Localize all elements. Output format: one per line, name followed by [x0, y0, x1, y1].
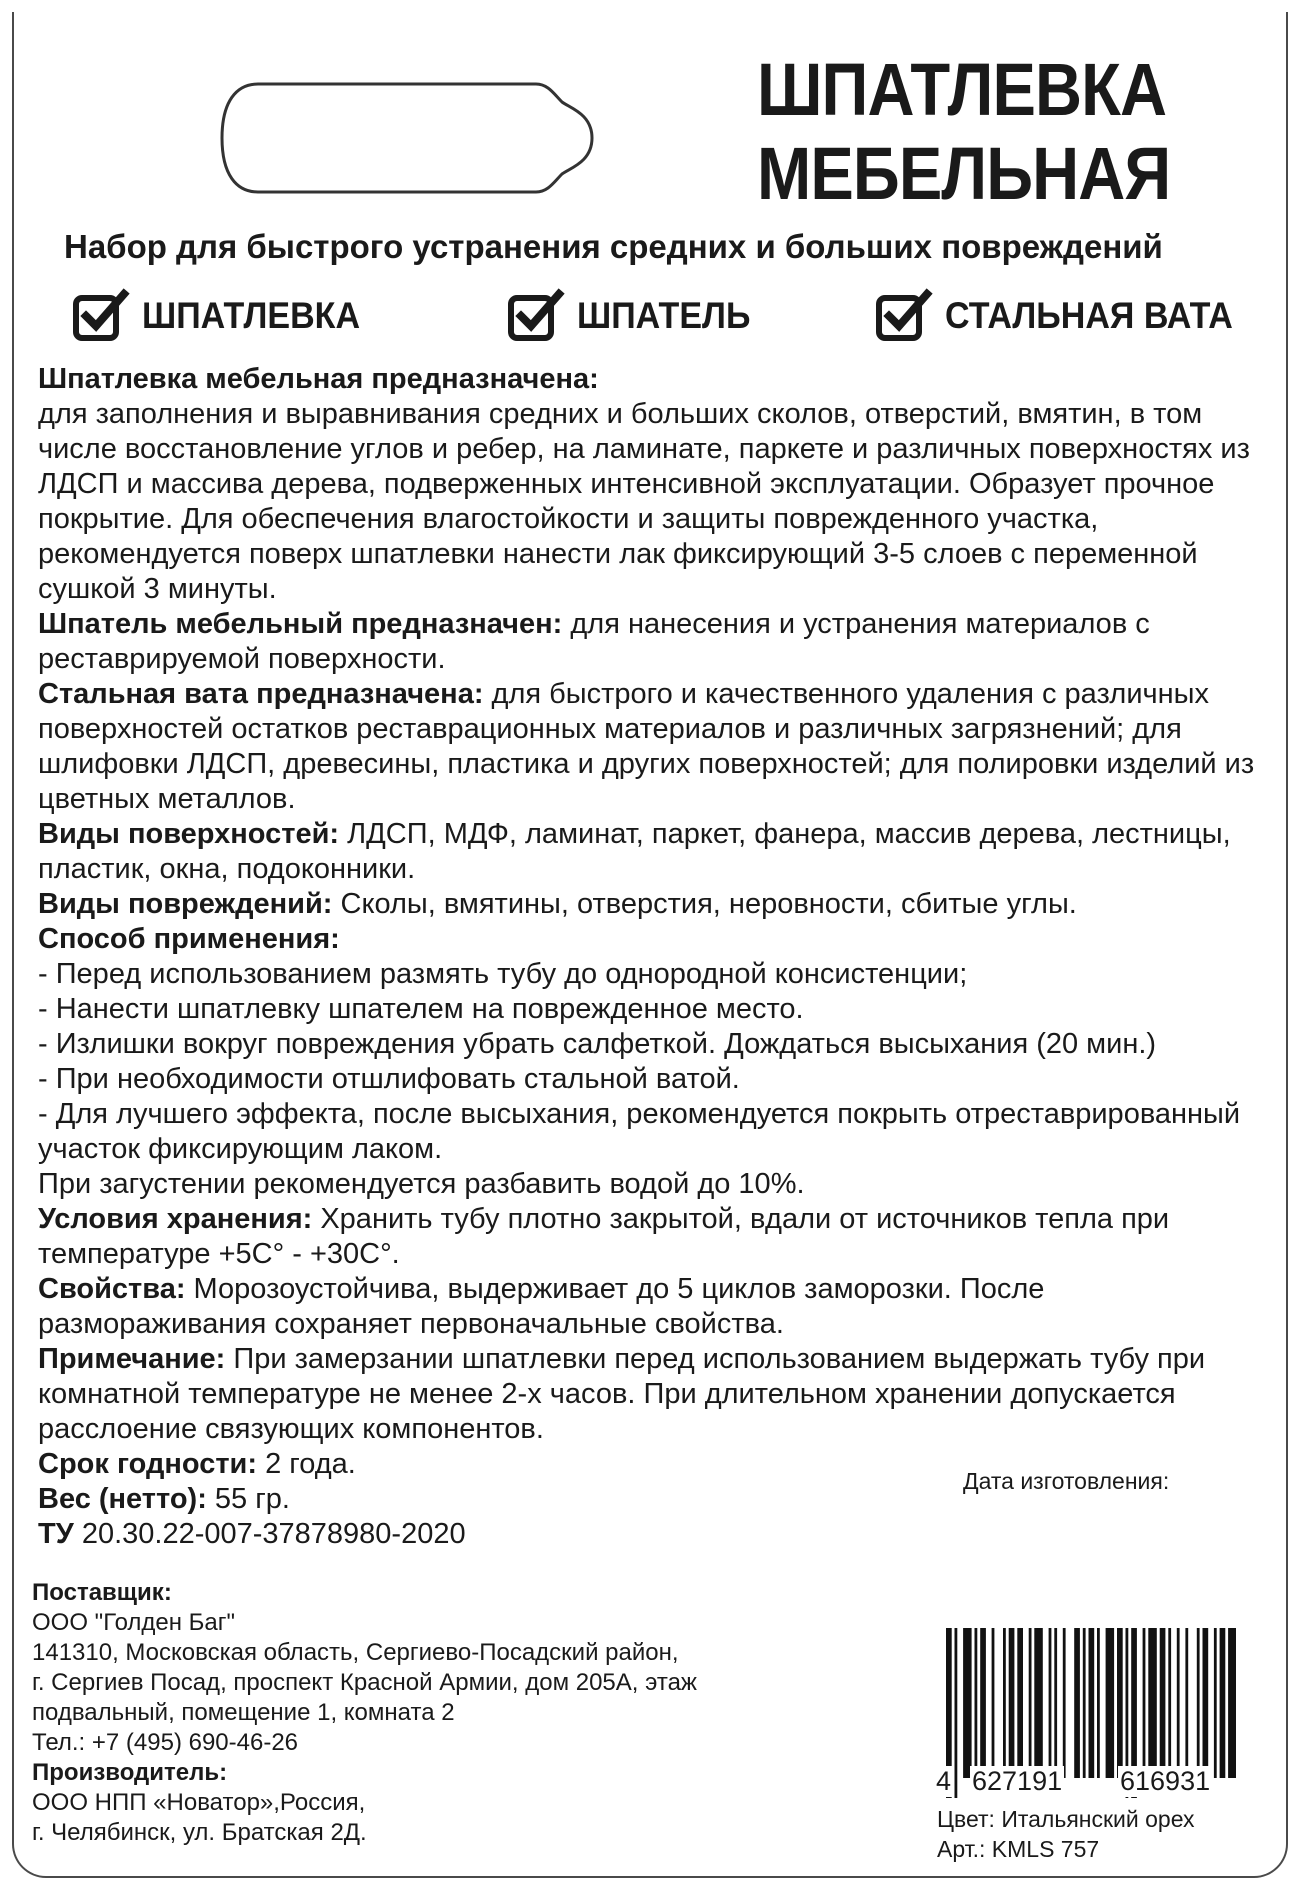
barcode-bar: [1168, 1628, 1171, 1778]
barcode-bar: [980, 1628, 986, 1778]
barcode-bar: [1143, 1628, 1146, 1778]
kit-item-spatula: [507, 288, 766, 344]
barcode-digits-left: 627191: [972, 1766, 1063, 1796]
usage-step: - Для лучшего эффекта, после высыхания, рекомендуется покрыть отреставрированный участок фиксирующим лаком.: [38, 1098, 1241, 1165]
barcode-bar: [1160, 1628, 1166, 1778]
barcode-bar: [955, 1628, 958, 1798]
checkbox-checked-icon: [507, 288, 565, 344]
section-heading: Условия хранения:: [38, 1203, 313, 1235]
section-text: При замерзании шпатлевки перед использованием выдержать тубу при комнатной температуре не менее 2-х часов. При длительном хранении допускается расслоение связующих компонентов.: [38, 1343, 1206, 1445]
product-subtitle: Набор для быстрого устранения средних и больших повреждений: [64, 228, 1163, 265]
product-title: [757, 48, 1179, 216]
barcode-bar: [1074, 1628, 1080, 1778]
barcode-bar: [1117, 1628, 1123, 1778]
kit-item-steel-wool: [875, 288, 1258, 344]
section-properties: [38, 1272, 1278, 1342]
barcode-digits-right: 616931: [1120, 1766, 1211, 1796]
section-heading: Примечание:: [38, 1343, 226, 1375]
supplier-heading: Поставщик:: [32, 1579, 172, 1606]
barcode-bar: [1214, 1628, 1217, 1778]
checkbox-checked-icon: [72, 288, 130, 344]
section-text: Морозоустойчива, выдерживает до 5 циклов заморозки. После размораживания сохраняет первоначальные свойства.: [38, 1273, 1045, 1340]
section-text: 2 года.: [257, 1448, 356, 1480]
kit-item-label: ШПАТЕЛЬ: [577, 295, 751, 336]
barcode-bar: [1089, 1628, 1095, 1778]
barcode-bar: [1029, 1628, 1032, 1778]
barcode-bar: [1003, 1628, 1006, 1778]
barcode-bar: [1106, 1628, 1115, 1778]
supplier-phone: Тел.: +7 (495) 690-46-26: [32, 1729, 299, 1756]
barcode-bar: [1009, 1628, 1015, 1778]
barcode-bar: [963, 1628, 972, 1778]
section-damages: [38, 887, 1278, 922]
barcode-bar: [1054, 1628, 1057, 1778]
section-heading: Виды поверхностей:: [38, 818, 340, 850]
barcode-bar: [1097, 1628, 1100, 1778]
section-putty: [38, 362, 1278, 607]
section-heading: Свойства:: [38, 1273, 186, 1305]
section-text: ЛДСП, МДФ, ламинат, паркет, фанера, массив дерева, лестницы, пластик, окна, подоконники.: [38, 818, 1231, 885]
title-line-2: МЕБЕЛЬНАЯ: [757, 132, 1171, 215]
section-heading: Срок годности:: [38, 1448, 258, 1480]
product-info: [937, 1804, 1195, 1864]
section-text: Хранить тубу плотно закрытой, вдали от источников тепла при температуре +5С° - +30С°.: [38, 1203, 1170, 1270]
barcode-bar: [1228, 1628, 1236, 1778]
barcode-bar: [1063, 1628, 1066, 1778]
barcode-bar: [1197, 1628, 1200, 1778]
supplier-block: [32, 1578, 792, 1848]
supplier-address-line: г. Сергиев Посад, проспект Красной Армии, дом 205А, этаж: [32, 1669, 697, 1696]
section-heading: ТУ: [38, 1518, 74, 1550]
kit-item-putty: [72, 288, 379, 344]
section-spatula: [38, 607, 1278, 677]
manufacturer-name: ООО НПП «Новатор»,Россия,: [32, 1789, 366, 1816]
supplier-address-line: подвальный, помещение 1, комната 2: [32, 1699, 455, 1726]
barcode-bar: [1177, 1628, 1180, 1778]
usage-step: - Перед использованием размять тубу до однородной консистенции;: [38, 958, 968, 990]
barcode-bar: [1034, 1628, 1043, 1778]
section-text: для быстрого и качественного удаления с различных поверхностей остатков реставрационных материалов и различных загрязнений; для шлифовки ЛДСП, древесины, пластика и других поверхностей; для полировки изделий из цветных металлов.: [38, 678, 1255, 815]
section-text: Сколы, вмятины, отверстия, неровности, сбитые углы.: [332, 888, 1077, 920]
section-surfaces: [38, 817, 1278, 887]
manufacturer-address: г. Челябинск, ул. Братская 2Д.: [32, 1819, 367, 1846]
section-heading: Стальная вата предназначена:: [38, 678, 484, 710]
barcode-digit-first: 4: [936, 1766, 952, 1796]
section-storage: [38, 1202, 1278, 1272]
kit-item-label: ШПАТЛЕВКА: [142, 295, 361, 336]
barcode-bar: [992, 1628, 995, 1778]
section-heading: Шпатлевка мебельная предназначена:: [38, 363, 599, 395]
supplier-name: ООО "Голден Баг": [32, 1609, 236, 1636]
barcode-bar: [1203, 1628, 1209, 1778]
usage-step: При загустении рекомендуется разбавить водой до 10%.: [38, 1168, 805, 1200]
supplier-address-line: 141310, Московская область, Сергиево-Посадский район,: [32, 1639, 679, 1666]
kit-item-label: СТАЛЬНАЯ ВАТА: [945, 295, 1233, 336]
section-text: 20.30.22-007-37878980-2020: [73, 1518, 466, 1550]
section-note: [38, 1342, 1278, 1447]
section-usage: [38, 922, 1278, 957]
product-article: Арт.: KMLS 757: [937, 1836, 1100, 1862]
usage-step: - При необходимости отшлифовать стальной ватой.: [38, 1063, 740, 1095]
usage-step: - Нанести шпатлевку шпателем на поврежденное место.: [38, 993, 804, 1025]
section-heading: Шпатель мебельный предназначен:: [38, 608, 563, 640]
section-heading: Вес (нетто):: [38, 1483, 207, 1515]
title-line-1: ШПАТЛЕВКА: [757, 48, 1167, 131]
section-heading: Виды повреждений:: [38, 888, 333, 920]
instructions-text: [38, 362, 1278, 1552]
usage-step: - Излишки вокруг повреждения убрать салфеткой. Дождаться высыхания (20 мин.): [38, 1028, 1157, 1060]
barcode-bar: [1083, 1628, 1086, 1778]
barcode-bar: [975, 1628, 978, 1778]
hang-hole-icon: [218, 78, 598, 198]
barcode-bar: [1017, 1628, 1023, 1778]
manufacturer-heading: Производитель:: [32, 1759, 228, 1786]
product-color: Цвет: Итальянский орех: [937, 1806, 1195, 1832]
barcode-bar: [1049, 1628, 1052, 1778]
section-text: 55 гр.: [206, 1483, 290, 1515]
section-heading: Способ применения:: [38, 923, 340, 955]
barcode-bar: [1220, 1628, 1226, 1778]
manufacture-date-label: Дата изготовления:: [963, 1468, 1170, 1494]
section-tu: [38, 1517, 1278, 1552]
section-text: для нанесения и устранения материалов с реставрируемой поверхности.: [38, 608, 1150, 675]
barcode-bar: [1185, 1628, 1188, 1778]
checkbox-checked-icon: [875, 288, 933, 344]
barcode-bar: [1148, 1628, 1157, 1778]
section-text: для заполнения и выравнивания средних и больших сколов, отверстий, вмятин, в том числе восстановление углов и ребер, на ламинате, паркете и различных поверхностях из ЛДСП и массива дерева, подверженных интенсивной эксплуатации. Образует прочное покрытие. Для обеспечения влагостойкости и защиты поврежденного участка, рекомендуется поверх шпатлевки нанести лак фиксирующий 3-5 слоев с переменной сушкой 3 минуты.: [38, 398, 1250, 605]
section-steel-wool: [38, 677, 1278, 817]
